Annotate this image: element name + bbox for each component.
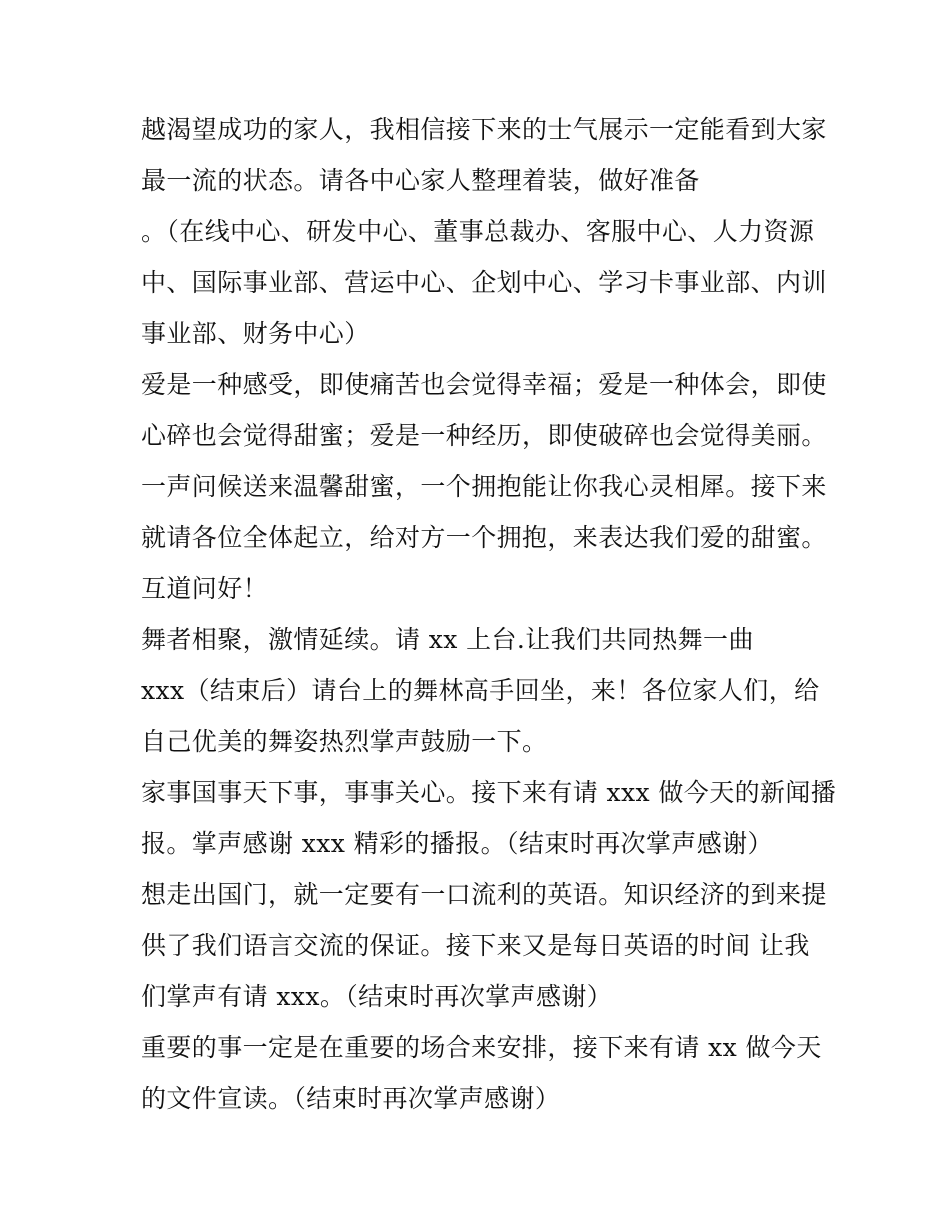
text-line: 供了我们语言交流的保证。接下来又是每日英语的时间 让我: [141, 931, 810, 960]
text-line: 舞者相聚，激情延续。请 xx 上台.让我们共同热舞一曲: [141, 625, 754, 654]
text-line: xxx（结束后）请台上的舞林高手回坐，来！各位家人们，给: [141, 676, 820, 705]
text-line: 的文件宣读。（结束时再次掌声感谢）: [141, 1084, 561, 1113]
text-line: 就请各位全体起立，给对方一个拥抱，来表达我们爱的甜蜜。: [141, 523, 827, 552]
text-line: 中、国际事业部、营运中心、企划中心、学习卡事业部、内训: [141, 268, 827, 297]
text-line: 最一流的状态。请各中心家人整理着装，做好准备: [141, 166, 700, 195]
text-line: 重要的事一定是在重要的场合来安排，接下来有请 xx 做今天: [141, 1033, 822, 1062]
text-line: 心碎也会觉得甜蜜；爱是一种经历，即使破碎也会觉得美丽。: [141, 421, 827, 450]
text-line: 报。掌声感谢 xxx 精彩的播报。（结束时再次掌声感谢）: [141, 829, 773, 858]
text-line: 一声问候送来温馨甜蜜，一个拥抱能让你我心灵相犀。接下来: [141, 472, 827, 501]
text-line: 。（在线中心、研发中心、董事总裁办、客服中心、人力资源: [141, 217, 815, 246]
text-line: 家事国事天下事，事事关心。接下来有请 xxx 做今天的新闻播: [141, 778, 837, 807]
text-line: 事业部、财务中心）: [141, 319, 370, 348]
text-line: 自己优美的舞姿热烈掌声鼓励一下。: [141, 727, 548, 756]
document-body: [141, 104, 837, 1124]
text-line: 爱是一种感受，即使痛苦也会觉得幸福；爱是一种体会，即使: [141, 370, 827, 399]
text-line: 互道问好！: [141, 574, 269, 603]
text-line: 想走出国门，就一定要有一口流利的英语。知识经济的到来提: [141, 880, 827, 909]
text-line: 们掌声有请 xxx。（结束时再次掌声感谢）: [141, 982, 613, 1011]
text-line: 越渴望成功的家人，我相信接下来的士气展示一定能看到大家: [141, 115, 827, 144]
